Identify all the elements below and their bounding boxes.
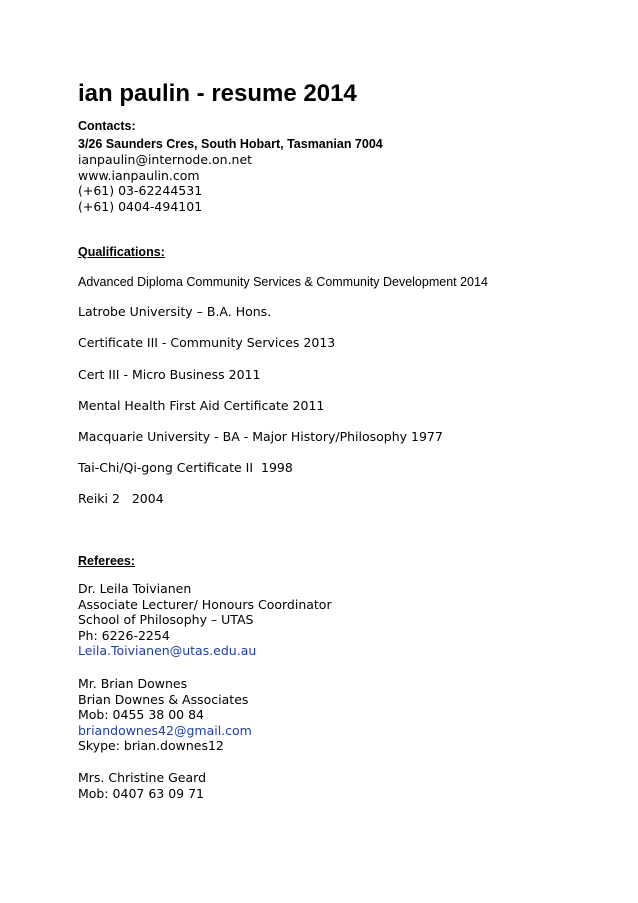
contacts-heading: Contacts: [78, 119, 136, 133]
qualification-item: Macquarie University - BA - Major History/Philosophy 1977 [78, 429, 443, 444]
referee-name: Mr. Brian Downes [78, 676, 188, 691]
referee-card [78, 676, 252, 754]
page-title: ian paulin - resume 2014 [78, 80, 357, 107]
contact-phone-1: (+61) 03-62244531 [78, 183, 203, 198]
qualification-item: Tai-Chi/Qi-gong Certificate II 1998 [78, 460, 293, 475]
referee-email-link[interactable]: Leila.Toivianen@utas.edu.au [78, 643, 257, 658]
referee-name: Mrs. Christine Geard [78, 770, 207, 785]
contact-phone-2: (+61) 0404-494101 [78, 198, 203, 214]
referee-organisation: School of Philosophy – UTAS [78, 612, 254, 627]
qualification-item: Latrobe University – B.A. Hons. [78, 304, 272, 319]
referee-position: Associate Lecturer/ Honours Coordinator [78, 596, 332, 612]
qualification-item: Reiki 2 2004 [78, 491, 164, 506]
qualification-item: Advanced Diploma Community Services & Community Development 2014 [78, 275, 488, 289]
contact-details [78, 152, 252, 214]
qualification-item: Certificate III - Community Services 2013 [78, 335, 336, 350]
referee-phone: Ph: 6226-2254 [78, 627, 170, 643]
referee-card [78, 581, 332, 659]
qualification-item: Cert III - Micro Business 2011 [78, 367, 261, 382]
referee-email-link[interactable]: briandownes42@gmail.com [78, 722, 252, 738]
referee-skype: Skype: brian.downes12 [78, 738, 224, 753]
referees-heading: Referees: [78, 554, 135, 568]
contact-email[interactable]: ianpaulin@internode.on.net [78, 152, 253, 167]
referee-phone: Mob: 0455 38 00 84 [78, 707, 205, 722]
referee-phone: Mob: 0407 63 09 71 [78, 785, 205, 801]
qualification-item: Mental Health First Aid Certificate 2011 [78, 398, 325, 413]
referee-organisation: Brian Downes & Associates [78, 691, 249, 707]
contact-website[interactable]: www.ianpaulin.com [78, 167, 200, 183]
contact-address: 3/26 Saunders Cres, South Hobart, Tasmanian 7004 [78, 137, 383, 151]
referee-name: Dr. Leila Toivianen [78, 581, 192, 596]
qualifications-heading: Qualifications: [78, 245, 165, 259]
referee-card [78, 770, 206, 801]
